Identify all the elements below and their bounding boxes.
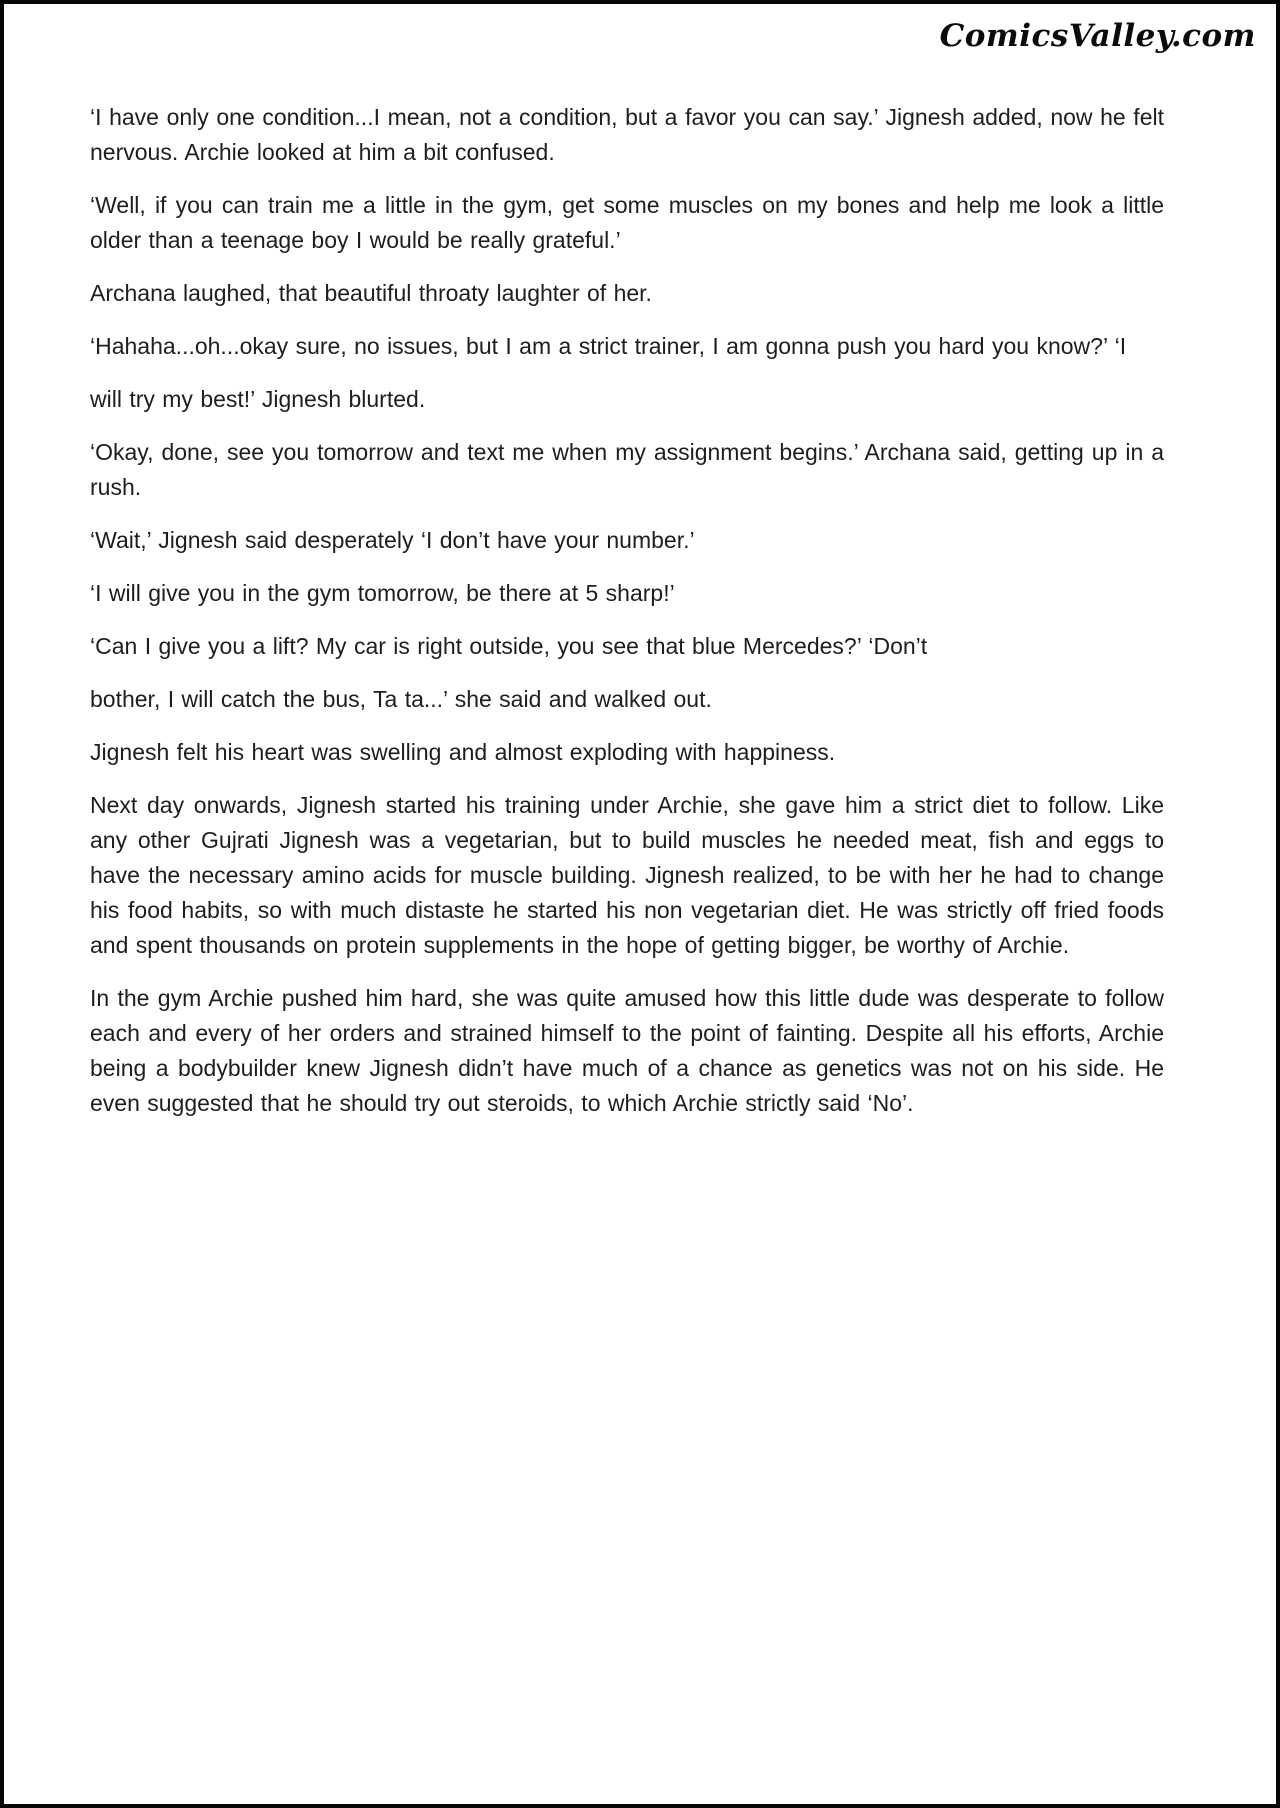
story-paragraph: ‘I will give you in the gym tomorrow, be there at 5 sharp!’ [90, 580, 675, 606]
story-paragraph: ‘Hahaha...oh...okay sure, no issues, but I am a strict trainer, I am gonna push you hard you know?’ ‘I [90, 333, 1127, 359]
story-paragraph: Next day onwards, Jignesh started his training under Archie, she gave him a strict diet to follow. Like any other Gujrati Jignesh was a vegetarian, but to build muscles he needed meat, fish and eggs to have the necessary amino acids for muscle building. Jignesh realized, to be with her he had to change his food habits, so with much distaste he started his non vegetarian diet. He was strictly off fried foods and spent thousands on protein supplements in the hope of getting bigger, be worthy of Archie. [90, 792, 1164, 958]
story-paragraph: will try my best!’ Jignesh blurted. [90, 386, 426, 412]
story-text [4, 58, 1276, 1121]
story-paragraph: Archana laughed, that beautiful throaty laughter of her. [90, 280, 652, 306]
site-logo: ComicsValley.com [939, 18, 1256, 54]
story-paragraph: bother, I will catch the bus, Ta ta...’ she said and walked out. [90, 686, 712, 712]
story-paragraph: In the gym Archie pushed him hard, she was quite amused how this little dude was desperate to follow each and every of her orders and strained himself to the point of fainting. Despite all his efforts, Archie being a bodybuilder knew Jignesh didn’t have much of a chance as genetics was not on his side. He even suggested that he should try out steroids, to which Archie strictly said ‘No’. [90, 985, 1164, 1116]
story-paragraph: ‘I have only one condition...I mean, not a condition, but a favor you can say.’ Jignesh added, now he felt nervous. Archie looked at him a bit confused. [90, 104, 1164, 165]
header [4, 4, 1276, 58]
story-paragraph: ‘Wait,’ Jignesh said desperately ‘I don’t have your number.’ [90, 527, 695, 553]
story-paragraph: ‘Okay, done, see you tomorrow and text me when my assignment begins.’ Archana said, getting up in a rush. [90, 439, 1164, 500]
story-paragraph: Jignesh felt his heart was swelling and almost exploding with happiness. [90, 739, 836, 765]
story-paragraph: ‘Well, if you can train me a little in the gym, get some muscles on my bones and help me look a little older than a teenage boy I would be really grateful.’ [90, 192, 1164, 253]
story-paragraph: ‘Can I give you a lift? My car is right outside, you see that blue Mercedes?’ ‘Don’t [90, 633, 928, 659]
